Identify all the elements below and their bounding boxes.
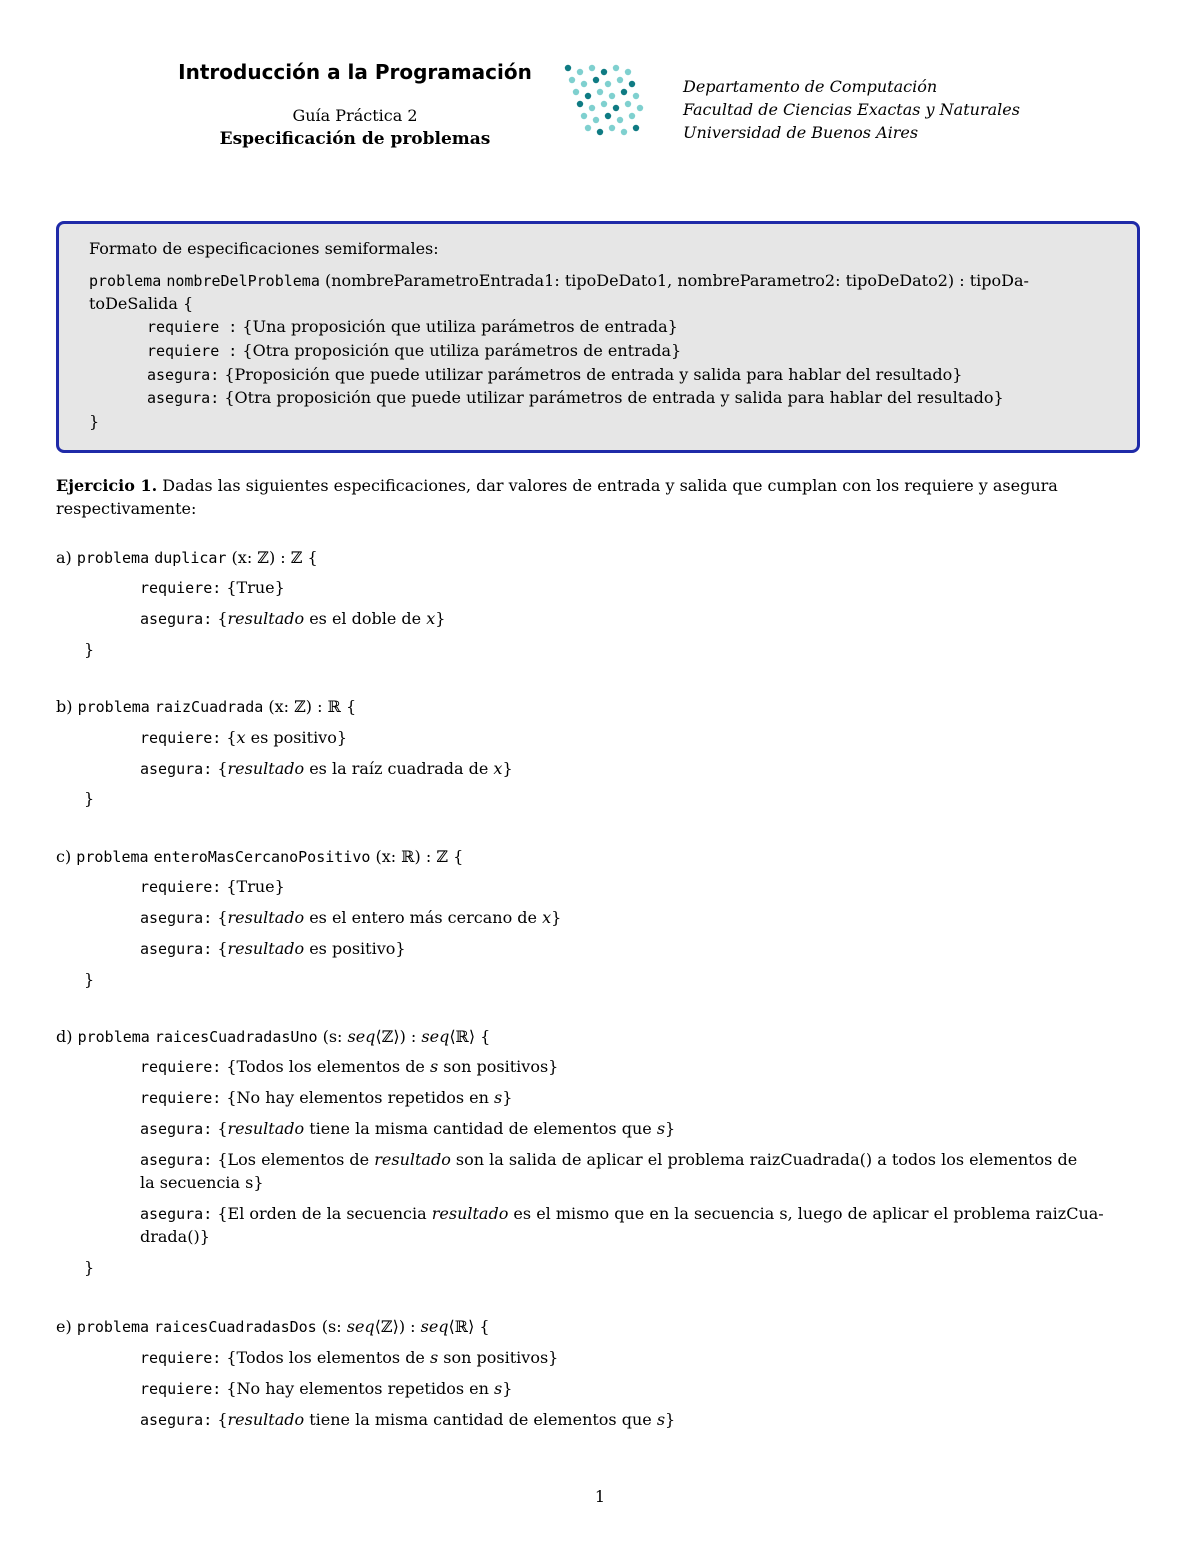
keyword: asegura: bbox=[140, 909, 213, 927]
format-line bbox=[147, 341, 681, 360]
logo-dot bbox=[601, 101, 607, 107]
keyword: problema bbox=[89, 272, 162, 290]
clause-text: es el entero más cercano de bbox=[304, 908, 543, 927]
item-e-requiere bbox=[140, 1379, 512, 1398]
clause-text: tiene la misma cantidad de elementos que bbox=[304, 1410, 657, 1429]
seq-type: seq bbox=[346, 1317, 375, 1336]
result-var: resultado bbox=[227, 1410, 305, 1429]
signature-types: ⟨ℝ⟩ { bbox=[448, 1317, 490, 1336]
item-c-asegura bbox=[140, 908, 561, 927]
logo-dot bbox=[609, 93, 615, 99]
logo-dot bbox=[621, 89, 627, 95]
clause-text: { bbox=[212, 609, 228, 628]
clause-text: } bbox=[665, 1119, 676, 1138]
item-a-requiere bbox=[140, 578, 285, 597]
item-d-asegura bbox=[140, 1119, 675, 1138]
clause-text: {Una proposición que utiliza parámetros de entrada} bbox=[237, 317, 678, 336]
clause-text: {True} bbox=[221, 877, 285, 896]
clause-cont: la secuencia s} bbox=[140, 1173, 264, 1192]
logo-dot bbox=[597, 89, 603, 95]
problem-name: enteroMasCercanoPositivo bbox=[153, 848, 371, 866]
math-var: s bbox=[494, 1088, 503, 1107]
logo-dot bbox=[573, 89, 579, 95]
item-d-requiere bbox=[140, 1088, 512, 1107]
signature-params: (nombreParametroEntrada1: tipoDeDato1, nombreParametro2: tipoDeDato2) : tipoDa- bbox=[319, 271, 1029, 290]
result-var: resultado bbox=[227, 1119, 305, 1138]
guide-subtitle: Especificación de problemas bbox=[219, 129, 491, 149]
clause-text: } bbox=[551, 908, 562, 927]
clause-text: } bbox=[502, 759, 513, 778]
logo-dot bbox=[621, 129, 627, 135]
clause-text: { bbox=[212, 908, 228, 927]
logo-dot bbox=[589, 105, 595, 111]
university-name: Universidad de Buenos Aires bbox=[683, 123, 919, 142]
clause-text: {True} bbox=[221, 578, 285, 597]
keyword: asegura: bbox=[140, 1205, 213, 1223]
keyword: requiere : bbox=[147, 318, 238, 336]
clause-text: } bbox=[665, 1410, 676, 1429]
math-var: x bbox=[493, 759, 503, 778]
logo-dot bbox=[577, 101, 583, 107]
item-label: a) bbox=[56, 548, 72, 567]
item-a-asegura bbox=[140, 609, 445, 628]
math-var: x bbox=[542, 908, 552, 927]
clause-text: son positivos} bbox=[438, 1057, 559, 1076]
item-d-asegura bbox=[140, 1204, 1104, 1223]
logo-dot bbox=[569, 77, 575, 83]
logo-dot bbox=[609, 125, 615, 131]
keyword: problema bbox=[76, 848, 149, 866]
logo-dot bbox=[625, 69, 631, 75]
clause-text: {Otra proposición que puede utilizar parámetros de entrada y salida para hablar del resultado} bbox=[219, 388, 1004, 407]
closing-brace: } bbox=[84, 970, 95, 989]
keyword: requiere: bbox=[140, 579, 222, 597]
math-var: s bbox=[656, 1119, 666, 1138]
signature-types: ⟨ℤ⟩) : bbox=[375, 1027, 422, 1046]
math-var: x bbox=[426, 609, 436, 628]
clause-text: es la raíz cuadrada de bbox=[304, 759, 494, 778]
keyword: requiere: bbox=[140, 1089, 222, 1107]
logo-dot bbox=[581, 113, 587, 119]
keyword: problema bbox=[77, 1028, 150, 1046]
logo-dot bbox=[581, 81, 587, 87]
clause-text: son positivos} bbox=[438, 1348, 559, 1367]
clause-text: {El orden de la secuencia bbox=[212, 1204, 432, 1223]
clause-text: } bbox=[502, 1088, 513, 1107]
logo-dot bbox=[577, 69, 583, 75]
course-title: Introducción a la Programación bbox=[178, 60, 532, 84]
signature-types: (s: bbox=[317, 1027, 348, 1046]
exercise-statement bbox=[56, 476, 1058, 495]
logo-dot bbox=[617, 77, 623, 83]
keyword: asegura: bbox=[140, 1411, 213, 1429]
logo-dot bbox=[637, 105, 643, 111]
format-line bbox=[147, 365, 962, 384]
closing-brace: } bbox=[89, 412, 100, 431]
item-c-asegura bbox=[140, 939, 406, 958]
clause-text: es positivo} bbox=[304, 939, 406, 958]
clause-text: es positivo} bbox=[245, 728, 348, 747]
keyword: problema bbox=[76, 1318, 150, 1336]
keyword: problema bbox=[76, 549, 150, 567]
seq-type: seq bbox=[421, 1027, 450, 1046]
result-var: resultado bbox=[227, 609, 305, 628]
problem-name: nombreDelProblema bbox=[166, 272, 320, 290]
logo-dot bbox=[617, 117, 623, 123]
seq-type: seq bbox=[420, 1317, 449, 1336]
math-var: s bbox=[656, 1410, 666, 1429]
keyword: requiere: bbox=[140, 729, 222, 747]
clause-text: { bbox=[212, 1410, 228, 1429]
clause-text: tiene la misma cantidad de elementos que bbox=[304, 1119, 657, 1138]
clause-text: { bbox=[212, 759, 228, 778]
keyword: asegura: bbox=[140, 1151, 213, 1169]
keyword: asegura: bbox=[140, 760, 213, 778]
logo-dot bbox=[585, 93, 591, 99]
signature-types: ⟨ℝ⟩ { bbox=[449, 1027, 491, 1046]
logo-dot bbox=[593, 77, 599, 83]
format-signature bbox=[89, 271, 1029, 290]
logo-dot bbox=[613, 105, 619, 111]
logo-dot bbox=[585, 125, 591, 131]
result-var: resultado bbox=[431, 1204, 509, 1223]
problem-name: raicesCuadradasDos bbox=[154, 1318, 317, 1336]
keyword: requiere: bbox=[140, 1380, 222, 1398]
university-logo bbox=[560, 58, 645, 153]
result-var: resultado bbox=[227, 908, 305, 927]
keyword: asegura: bbox=[140, 1120, 213, 1138]
result-var: resultado bbox=[374, 1150, 451, 1169]
item-a-signature bbox=[56, 548, 318, 567]
logo-dot bbox=[597, 129, 603, 135]
statement-text: Dadas las siguientes especificaciones, dar valores de entrada y salida que cumplan con los requiere y asegura bbox=[157, 476, 1058, 495]
keyword: requiere: bbox=[140, 878, 222, 896]
item-e-requiere bbox=[140, 1348, 558, 1367]
keyword: requiere: bbox=[140, 1349, 222, 1367]
item-b-requiere bbox=[140, 728, 347, 747]
logo-dot bbox=[593, 117, 599, 123]
item-d-asegura bbox=[140, 1150, 1077, 1169]
format-box-title: Formato de especificaciones semiformales: bbox=[89, 239, 439, 258]
clause-text: {Otra proposición que utiliza parámetros de entrada} bbox=[237, 341, 682, 360]
clause-text: { bbox=[221, 728, 237, 747]
item-label: c) bbox=[56, 847, 72, 866]
clause-text: es el doble de bbox=[304, 609, 427, 628]
keyword: requiere : bbox=[147, 342, 238, 360]
logo-dot bbox=[613, 65, 619, 71]
logo-dot bbox=[633, 125, 639, 131]
exercise-label: Ejercicio 1. bbox=[56, 476, 158, 495]
clause-text: {Los elementos de bbox=[212, 1150, 375, 1169]
signature-types: ⟨ℤ⟩) : bbox=[374, 1317, 421, 1336]
item-b-signature bbox=[56, 697, 356, 716]
clause-text: } bbox=[502, 1379, 513, 1398]
clause-text: {Todos los elementos de bbox=[221, 1057, 430, 1076]
keyword: requiere: bbox=[140, 1058, 222, 1076]
result-var: resultado bbox=[227, 939, 305, 958]
signature-types: (x: ℤ) : ℝ { bbox=[263, 697, 357, 716]
logo-dot bbox=[625, 101, 631, 107]
keyword: asegura: bbox=[147, 389, 220, 407]
clause-text: {Proposición que puede utilizar parámetros de entrada y salida para hablar del resultado} bbox=[219, 365, 963, 384]
header-right bbox=[683, 75, 1020, 144]
logo-dot bbox=[633, 93, 639, 99]
department-name: Departamento de Computación bbox=[683, 77, 938, 96]
exercise-statement-cont: respectivamente: bbox=[56, 499, 197, 518]
format-line bbox=[147, 317, 678, 336]
item-label: b) bbox=[56, 697, 73, 716]
problem-name: raicesCuadradasUno bbox=[154, 1028, 318, 1046]
clause-text: es el mismo que en la secuencia s, luego de aplicar el problema raizCua- bbox=[508, 1204, 1104, 1223]
keyword: asegura: bbox=[147, 366, 220, 384]
math-var: s bbox=[494, 1379, 503, 1398]
item-c-requiere bbox=[140, 877, 285, 896]
logo-dot bbox=[605, 113, 611, 119]
logo-dot bbox=[565, 65, 571, 71]
item-c-signature bbox=[56, 847, 463, 866]
clause-text: { bbox=[212, 1119, 228, 1138]
page-number: 1 bbox=[594, 1487, 606, 1506]
clause-cont: drada()} bbox=[140, 1227, 210, 1246]
item-d-requiere bbox=[140, 1057, 558, 1076]
keyword: asegura: bbox=[140, 610, 213, 628]
header-left bbox=[150, 60, 560, 149]
item-e-signature bbox=[56, 1317, 490, 1336]
logo-dot bbox=[601, 69, 607, 75]
item-label: e) bbox=[56, 1317, 72, 1336]
result-var: resultado bbox=[227, 759, 305, 778]
closing-brace: } bbox=[84, 640, 95, 659]
problem-name: duplicar bbox=[154, 549, 227, 567]
math-var: s bbox=[429, 1348, 439, 1367]
math-var: x bbox=[236, 728, 246, 747]
seq-type: seq bbox=[347, 1027, 376, 1046]
signature-types: (s: bbox=[316, 1317, 347, 1336]
format-line bbox=[147, 388, 1004, 407]
item-label: d) bbox=[56, 1027, 73, 1046]
guide-number: Guía Práctica 2 bbox=[292, 106, 418, 125]
clause-text: son la salida de aplicar el problema raizCuadrada() a todos los elementos de bbox=[450, 1150, 1078, 1169]
keyword: problema bbox=[77, 698, 150, 716]
closing-brace: } bbox=[84, 1258, 95, 1277]
clause-text: { bbox=[212, 939, 228, 958]
format-signature-cont: toDeSalida { bbox=[89, 294, 194, 313]
faculty-name: Facultad de Ciencias Exactas y Naturales bbox=[683, 100, 1020, 119]
logo-dot bbox=[629, 113, 635, 119]
item-e-asegura bbox=[140, 1410, 675, 1429]
clause-text: {No hay elementos repetidos en bbox=[221, 1088, 494, 1107]
item-b-asegura bbox=[140, 759, 513, 778]
math-var: s bbox=[429, 1057, 439, 1076]
signature-types: (x: ℝ) : ℤ { bbox=[370, 847, 464, 866]
clause-text: {No hay elementos repetidos en bbox=[221, 1379, 494, 1398]
signature-types: (x: ℤ) : ℤ { bbox=[226, 548, 318, 567]
format-box bbox=[56, 221, 1140, 453]
problem-name: raizCuadrada bbox=[154, 698, 264, 716]
closing-brace: } bbox=[84, 789, 95, 808]
logo-dot bbox=[629, 81, 635, 87]
logo-dot bbox=[589, 65, 595, 71]
clause-text: {Todos los elementos de bbox=[221, 1348, 430, 1367]
clause-text: } bbox=[435, 609, 446, 628]
keyword: asegura: bbox=[140, 940, 213, 958]
item-d-signature bbox=[56, 1027, 490, 1046]
logo-dot bbox=[605, 81, 611, 87]
